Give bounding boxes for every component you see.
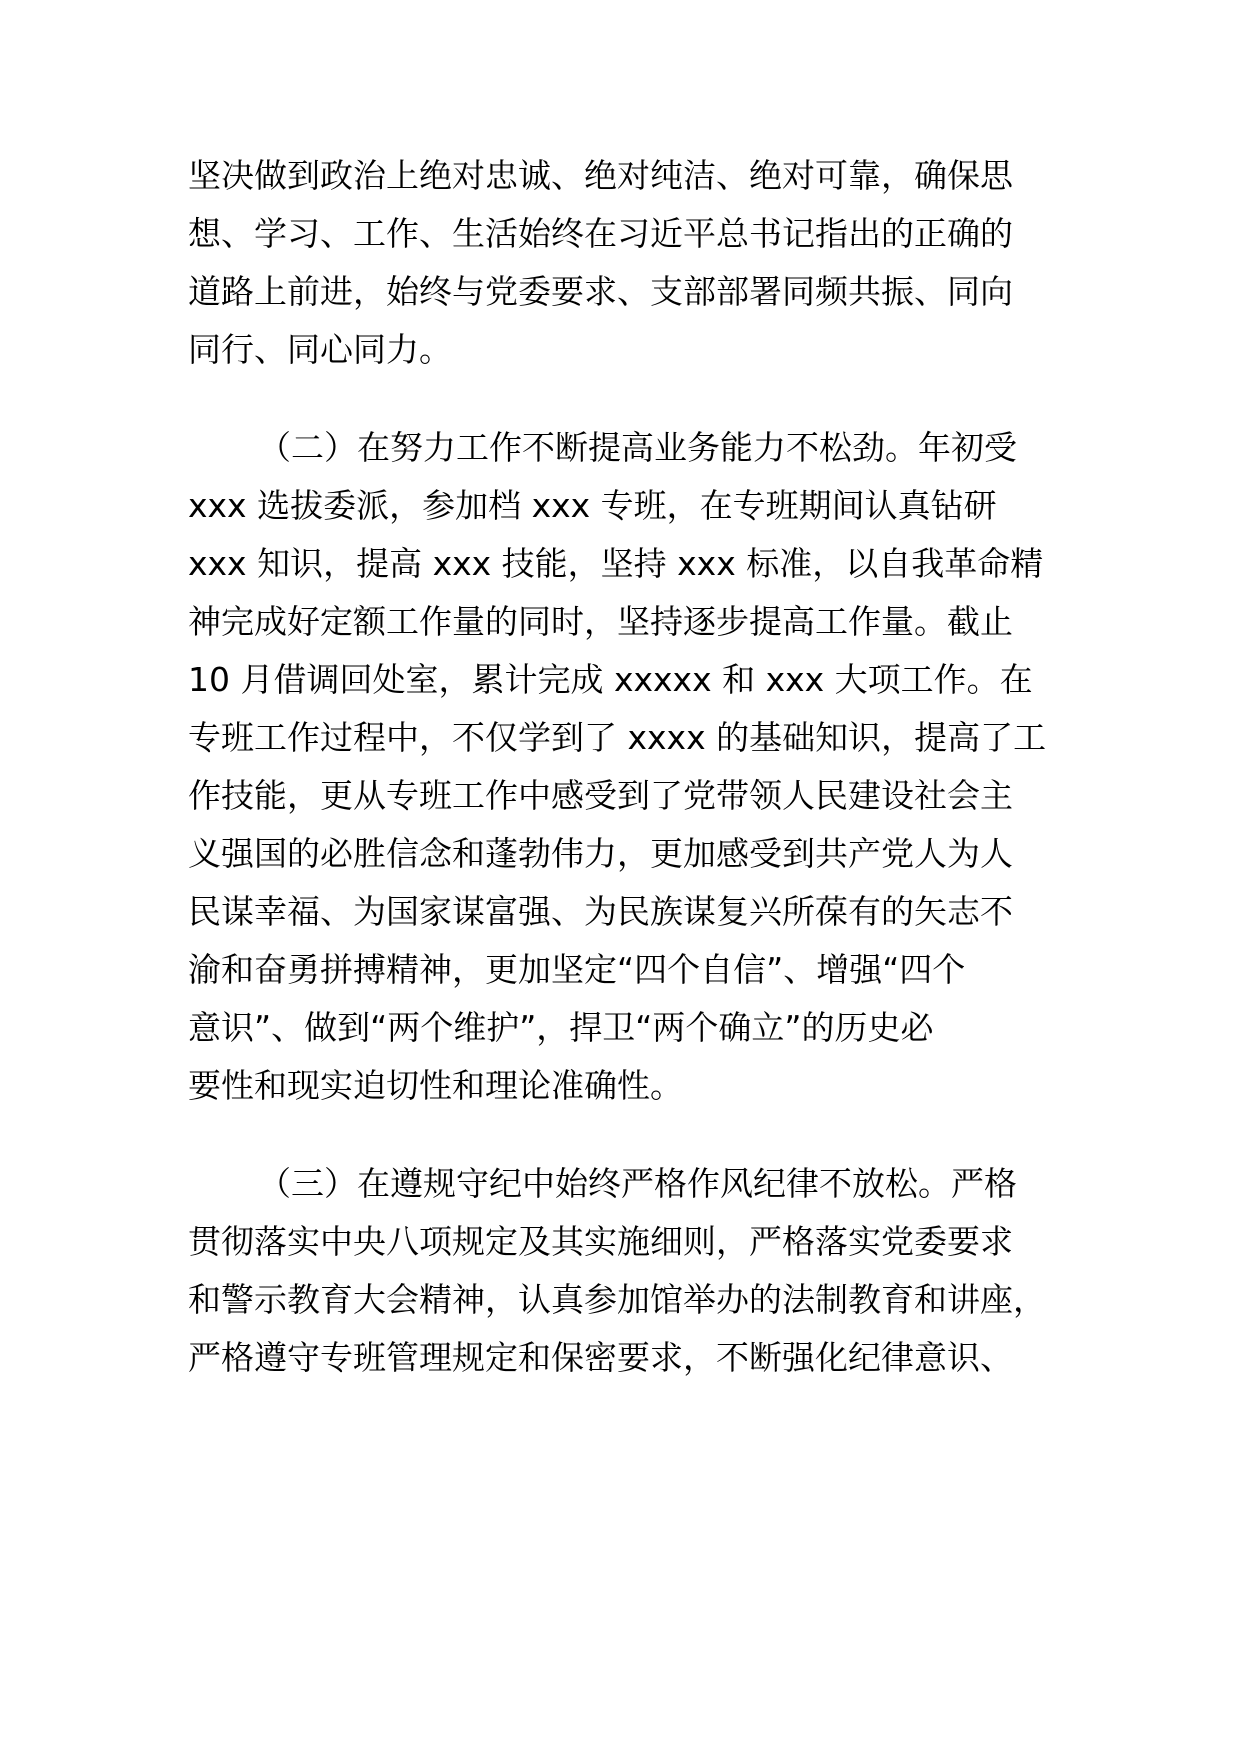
paragraph-line: 神完成好定额工作量的同时，坚持逐步提高工作量。截止 <box>188 602 1013 641</box>
paragraph-line: （二）在努力工作不断提高业务能力不松劲。年初受 <box>258 428 1017 467</box>
paragraph-line: xxx 选拔委派，参加档 xxx 专班，在专班期间认真钻研 <box>188 486 997 525</box>
paragraph-line: 严格遵守专班管理规定和保密要求，不断强化纪律意识、 <box>188 1338 1013 1377</box>
paragraph-line: 渝和奋勇拼搏精神，更加坚定“四个自信”、增强“四个 <box>188 950 966 989</box>
paragraph-line: 贯彻落实中央八项规定及其实施细则，严格落实党委要求 <box>188 1222 1013 1261</box>
paragraph-line: 同行、同心同力。 <box>188 330 452 369</box>
paragraph-line: 想、学习、工作、生活始终在习近平总书记指出的正确的 <box>188 214 1013 253</box>
paragraph-line: （三）在遵规守纪中始终严格作风纪律不放松。严格 <box>258 1164 1017 1203</box>
paragraph-line: 民谋幸福、为国家谋富强、为民族谋复兴所葆有的矢志不 <box>188 892 1013 931</box>
paragraph-line: 10 月借调回处室，累计完成 xxxxx 和 xxx 大项工作。在 <box>188 660 1033 699</box>
paragraph-line: 专班工作过程中，不仅学到了 xxxx 的基础知识，提高了工 <box>188 718 1047 757</box>
paragraph-line: xxx 知识，提高 xxx 技能，坚持 xxx 标准，以自我革命精 <box>188 544 1044 583</box>
paragraph-line: 要性和现实迫切性和理论准确性。 <box>188 1066 683 1105</box>
paragraph-line: 意识”、做到“两个维护”，捍卫“两个确立”的历史必 <box>188 1008 934 1047</box>
paragraph-line: 坚决做到政治上绝对忠诚、绝对纯洁、绝对可靠，确保思 <box>188 156 1013 195</box>
paragraph-line: 道路上前进，始终与党委要求、支部部署同频共振、同向 <box>188 272 1013 311</box>
paragraph-line: 义强国的必胜信念和蓬勃伟力，更加感受到共产党人为人 <box>188 834 1013 873</box>
paragraph-line: 作技能，更从专班工作中感受到了党带领人民建设社会主 <box>188 776 1013 815</box>
paragraph-line: 和警示教育大会精神，认真参加馆举办的法制教育和讲座， <box>188 1280 1046 1319</box>
